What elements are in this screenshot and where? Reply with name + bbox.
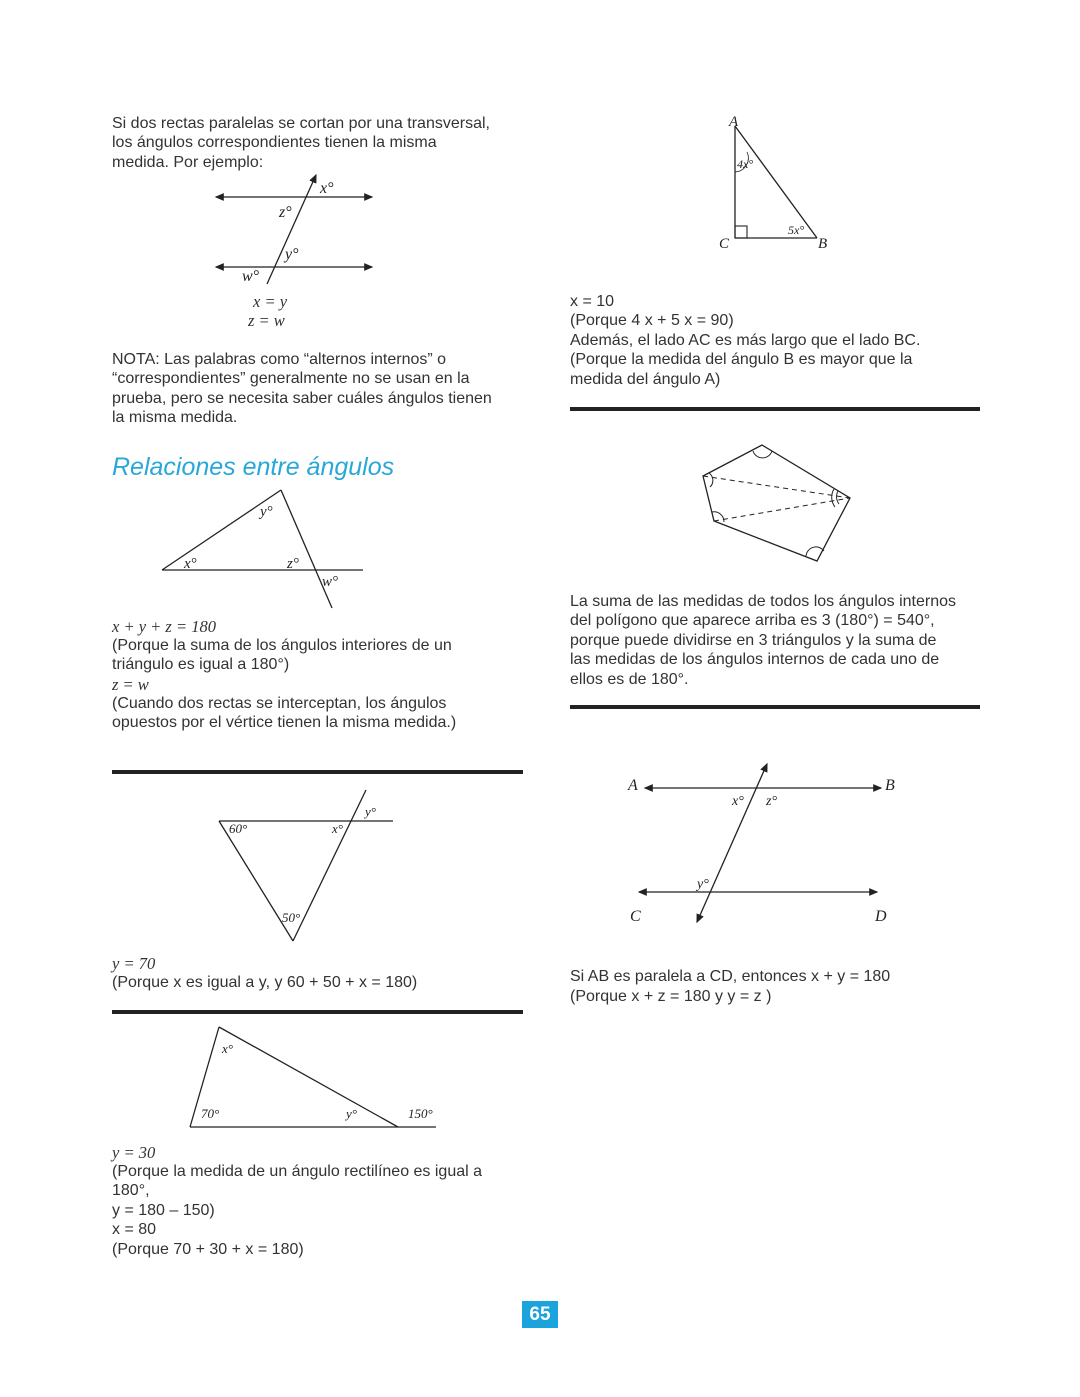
fig4-150-label: 150° <box>408 1106 433 1121</box>
fig4-x-label: x° <box>222 1041 233 1056</box>
fig1-x-label: x° <box>320 180 334 197</box>
par-y-label: y° <box>697 877 709 892</box>
tri-C-label: C <box>719 236 730 252</box>
note-text: NOTA: Las palabras como “alternos internos” o “correspondientes” generalmente no se usan en la prueba, pero se necesita saber cuáles ángulos tienen la misma medida. <box>112 351 492 427</box>
par-z-label: z° <box>766 794 778 809</box>
example4-equation: y = 30 <box>112 1143 156 1162</box>
fig3-50-label: 50° <box>282 910 301 925</box>
example3-explanation: (Porque x es igual a y, y 60 + 50 + x = 180) <box>112 974 418 991</box>
fig2-z-label: z° <box>287 556 299 572</box>
equation-z-equals-w: z = w <box>248 311 285 330</box>
par-D-label: D <box>875 908 887 925</box>
fig1-w-label: w° <box>242 268 260 285</box>
tri-4x-label: 4x° <box>737 157 754 171</box>
tri-A-label: A <box>729 114 739 130</box>
fig2-w-label: w° <box>322 574 339 590</box>
par-C-label: C <box>630 908 641 925</box>
fig1-z-label: z° <box>279 204 292 221</box>
relation-equation-2: z = w <box>112 675 149 694</box>
section-heading: Relaciones entre ángulos <box>112 453 395 481</box>
relation-equation-1: x + y + z = 180 <box>112 617 216 636</box>
par-x-label: x° <box>732 794 744 809</box>
triangle-60-50-figure <box>216 786 396 946</box>
equation-x-equals-y: x = y <box>253 292 288 311</box>
right-triangle-figure <box>715 112 835 252</box>
section-divider <box>112 770 523 774</box>
fig1-y-label: y° <box>285 246 299 263</box>
par-A-label: A <box>628 777 638 794</box>
par-B-label: B <box>885 777 895 794</box>
example4-explanation: (Porque la medida de un ángulo rectilíneo es igual a 180°, y = 180 – 150) x = 80 (Porque 70 + 30 + x = 180) <box>112 1163 483 1258</box>
fig3-60-label: 60° <box>229 821 248 836</box>
fig2-y-label: y° <box>260 504 273 520</box>
parallel-lines-ab-cd-figure <box>625 762 905 927</box>
section-divider <box>570 705 980 709</box>
page-number: 65 <box>522 1301 558 1328</box>
example3-equation: y = 70 <box>112 954 156 973</box>
triangle-explanation: x = 10 (Porque 4 x + 5 x = 90) Además, el lado AC es más largo que el lado BC. (Porque la medida del ángulo B es mayor que la medida del ángulo A) <box>570 293 921 388</box>
fig4-70-label: 70° <box>201 1106 220 1121</box>
parallel-conclusion-line1: Si AB es paralela a CD, entonces x + y = 180 <box>570 968 891 985</box>
triangle-exterior-angle-figure <box>188 1025 438 1130</box>
relation-explanation-2: (Cuando dos rectas se interceptan, los ángulos opuestos por el vértice tienen la misma medida.) <box>112 695 457 732</box>
pentagon-figure <box>700 442 860 567</box>
fig4-y-label: y° <box>346 1106 357 1121</box>
polygon-explanation: La suma de las medidas de todos los ángulos internos del polígono que aparece arriba es 3 (180°) = 540°, porque puede dividirse en 3 triángulos y la suma de las medidas de los ángulos internos de cada uno de ellos es de 180°. <box>570 593 957 688</box>
angle-relations-figure <box>160 488 370 608</box>
parallel-intro-text: Si dos rectas paralelas se cortan por una transversal, los ángulos correspondientes tienen la misma medida. Por ejemplo: <box>112 115 490 171</box>
relation-explanation-1: (Porque la suma de los ángulos interiores de un triángulo es igual a 180°) <box>112 637 452 674</box>
fig3-x-label: x° <box>332 821 343 836</box>
section-divider <box>112 1010 523 1014</box>
parallel-lines-figure <box>212 174 382 294</box>
section-divider <box>570 407 980 411</box>
tri-B-label: B <box>818 236 828 252</box>
parallel-conclusion-line2: (Porque x + z = 180 y y = z ) <box>570 988 772 1005</box>
fig2-x-label: x° <box>184 556 197 572</box>
fig3-y-label: y° <box>365 804 376 819</box>
tri-5x-label: 5x° <box>788 223 805 237</box>
